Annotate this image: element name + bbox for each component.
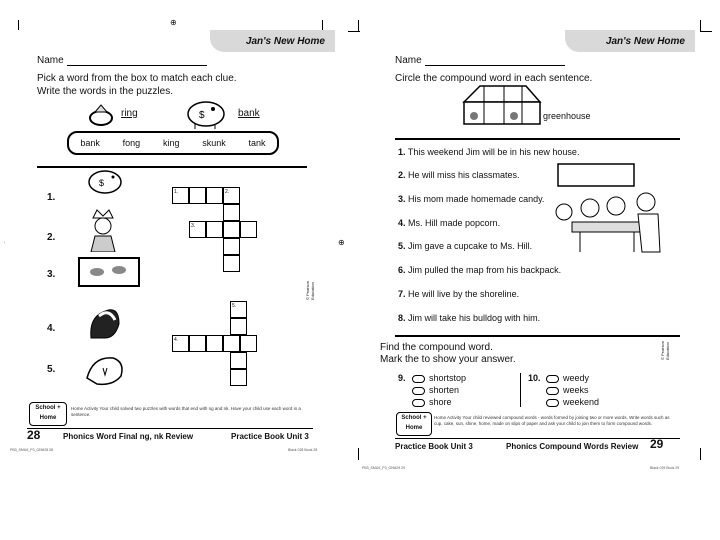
name-label: Name xyxy=(37,55,64,66)
crossword-cell[interactable] xyxy=(240,221,257,238)
divider xyxy=(395,335,680,337)
divider xyxy=(37,166,307,168)
answer-option[interactable]: shore xyxy=(412,397,452,407)
answer-bubble[interactable] xyxy=(546,387,559,395)
workbook-page-29 xyxy=(360,30,690,465)
piggy-bank-clue-picture xyxy=(85,165,125,197)
answer-bubble[interactable] xyxy=(546,399,559,407)
answer-option[interactable]: weedy xyxy=(546,373,589,383)
footer-book: Practice Book Unit 3 xyxy=(395,442,473,451)
footer-title: Phonics Compound Words Review xyxy=(506,442,639,451)
sentence-2[interactable]: 2. He will miss his classmates. xyxy=(398,170,520,180)
school-home-logo: School + Home xyxy=(396,412,432,436)
sentence-5[interactable]: 5. Jim gave a cupcake to Ms. Hill. xyxy=(398,241,533,251)
sentence-7[interactable]: 7. He will live by the shoreline. xyxy=(398,289,520,299)
crossword-cell[interactable] xyxy=(240,335,257,352)
clue-number: 4. xyxy=(47,323,56,334)
clue-number: 3. xyxy=(47,269,56,280)
crossword-cell[interactable]: 3. xyxy=(189,221,206,238)
divider xyxy=(395,138,680,140)
crossword-cell[interactable] xyxy=(223,335,240,352)
crossword-cell[interactable] xyxy=(230,352,247,369)
lesson-title: Jan's New Home xyxy=(245,35,325,47)
clue-number: 5. xyxy=(47,364,56,375)
crossword-cell[interactable]: 2. xyxy=(223,187,240,204)
copyright: © Pearson Education xyxy=(305,281,315,300)
word-choice: fong xyxy=(122,138,141,148)
example-word-greenhouse: greenhouse xyxy=(543,111,591,121)
print-slug: PB3_SMU6_P3_029628 28 xyxy=(10,448,54,452)
footer-rule xyxy=(395,438,680,439)
clue-number: 2. xyxy=(47,232,56,243)
footer-book: Practice Book Unit 3 xyxy=(231,432,309,441)
word-choice: king xyxy=(162,138,180,148)
answer-option[interactable]: shorten xyxy=(412,385,459,395)
crossword-cell[interactable] xyxy=(223,221,240,238)
footer-title: Phonics Word Final ng, nk Review xyxy=(63,432,194,441)
sentence-3[interactable]: 3. His mom made homemade candy. xyxy=(398,194,545,204)
crossword-cell[interactable]: 1. xyxy=(172,187,189,204)
sentence-1[interactable]: 1. This weekend Jim will be in his new house. xyxy=(398,147,580,157)
question-number: 10. xyxy=(528,373,541,383)
workbook-page-28 xyxy=(5,30,335,465)
answer-bubble[interactable] xyxy=(412,375,425,383)
answer-bubble[interactable] xyxy=(546,375,559,383)
crossword-cell[interactable] xyxy=(223,255,240,272)
question-number: 9. xyxy=(398,373,406,383)
page-number: 28 xyxy=(27,428,41,442)
party-illustration xyxy=(550,158,668,254)
name-label: Name xyxy=(395,55,422,66)
answer-bubble[interactable] xyxy=(412,399,425,407)
crossword-cell[interactable] xyxy=(230,369,247,386)
find-title: Find the compound word. xyxy=(380,342,493,353)
sentence-8[interactable]: 8. Jim will take his bulldog with him. xyxy=(398,313,541,323)
mark-instruction: Mark the to show your answer. xyxy=(380,354,516,365)
crossword-cell[interactable] xyxy=(189,335,206,352)
example-word-bank: bank xyxy=(238,108,260,119)
lesson-title: Jan's New Home xyxy=(605,35,685,47)
instructions: Circle the compound word in each sentence. xyxy=(395,73,593,84)
school-home-logo: School + Home xyxy=(29,402,67,426)
greenhouse-picture xyxy=(460,82,544,128)
clue-number: 1. xyxy=(47,192,56,203)
king-clue-picture xyxy=(85,208,121,252)
copyright: © Pearson Education xyxy=(660,341,670,360)
word-choice: bank xyxy=(80,138,100,148)
ring-picture xyxy=(87,102,115,128)
column-divider xyxy=(520,373,521,407)
print-slug: Black 028 Book 28 xyxy=(288,448,318,452)
name-line[interactable] xyxy=(425,65,565,66)
example-word-ring: ring xyxy=(121,108,138,119)
instructions: Pick a word from the box to match each clue. Write the words in the puzzles. xyxy=(37,73,237,97)
home-activity-note: Home Activity Your child reviewed compound words - words formed by joining two or more words. Write words such as cup, cake, sun, shine, home, made on slips of paper and ask your child to join them to form compound words. xyxy=(434,415,670,426)
crossword-cell[interactable] xyxy=(189,187,206,204)
word-box xyxy=(67,131,279,155)
name-line[interactable] xyxy=(67,65,207,66)
lesson-title-tab xyxy=(565,30,695,52)
skunk-clue-picture xyxy=(85,298,125,342)
word-choice: tank xyxy=(248,138,266,148)
svg-text:$: $ xyxy=(99,178,105,188)
crossword-cell[interactable] xyxy=(223,204,240,221)
crossword-cell[interactable] xyxy=(206,335,223,352)
answer-option[interactable]: shortstop xyxy=(412,373,466,383)
footer-rule xyxy=(27,428,313,429)
crossword-cell[interactable]: 4. xyxy=(172,335,189,352)
piggy-bank-picture xyxy=(183,96,229,130)
crossword-cell[interactable]: 5. xyxy=(230,301,247,318)
sentence-6[interactable]: 6. Jim pulled the map from his backpack. xyxy=(398,265,562,275)
crossword-cell[interactable] xyxy=(223,238,240,255)
fang-clue-picture xyxy=(83,348,127,388)
print-slug: PB3_SMU6_P3_029629 29 xyxy=(362,466,406,470)
answer-option[interactable]: weeks xyxy=(546,385,589,395)
crossword-cell[interactable] xyxy=(206,221,223,238)
print-slug: Black 029 Book 29 xyxy=(650,466,680,470)
lesson-title-tab xyxy=(210,30,335,52)
answer-option[interactable]: weekend xyxy=(546,397,599,407)
page-number: 29 xyxy=(650,437,664,451)
crossword-cell[interactable] xyxy=(206,187,223,204)
registration-mark-icon: ⊕ xyxy=(170,18,177,27)
fish-tank-clue-picture xyxy=(77,256,141,288)
registration-mark-icon: ⊕ xyxy=(338,238,345,247)
answer-bubble[interactable] xyxy=(412,387,425,395)
word-choice: skunk xyxy=(202,138,226,148)
home-activity-note: Home Activity Your child solved two puzzles with words that end with ng and nk. Have your child use each word in a sentence. xyxy=(71,406,301,417)
svg-text:$: $ xyxy=(199,110,205,121)
sentence-4[interactable]: 4. Ms. Hill made popcorn. xyxy=(398,218,501,228)
crossword-cell[interactable] xyxy=(230,318,247,335)
